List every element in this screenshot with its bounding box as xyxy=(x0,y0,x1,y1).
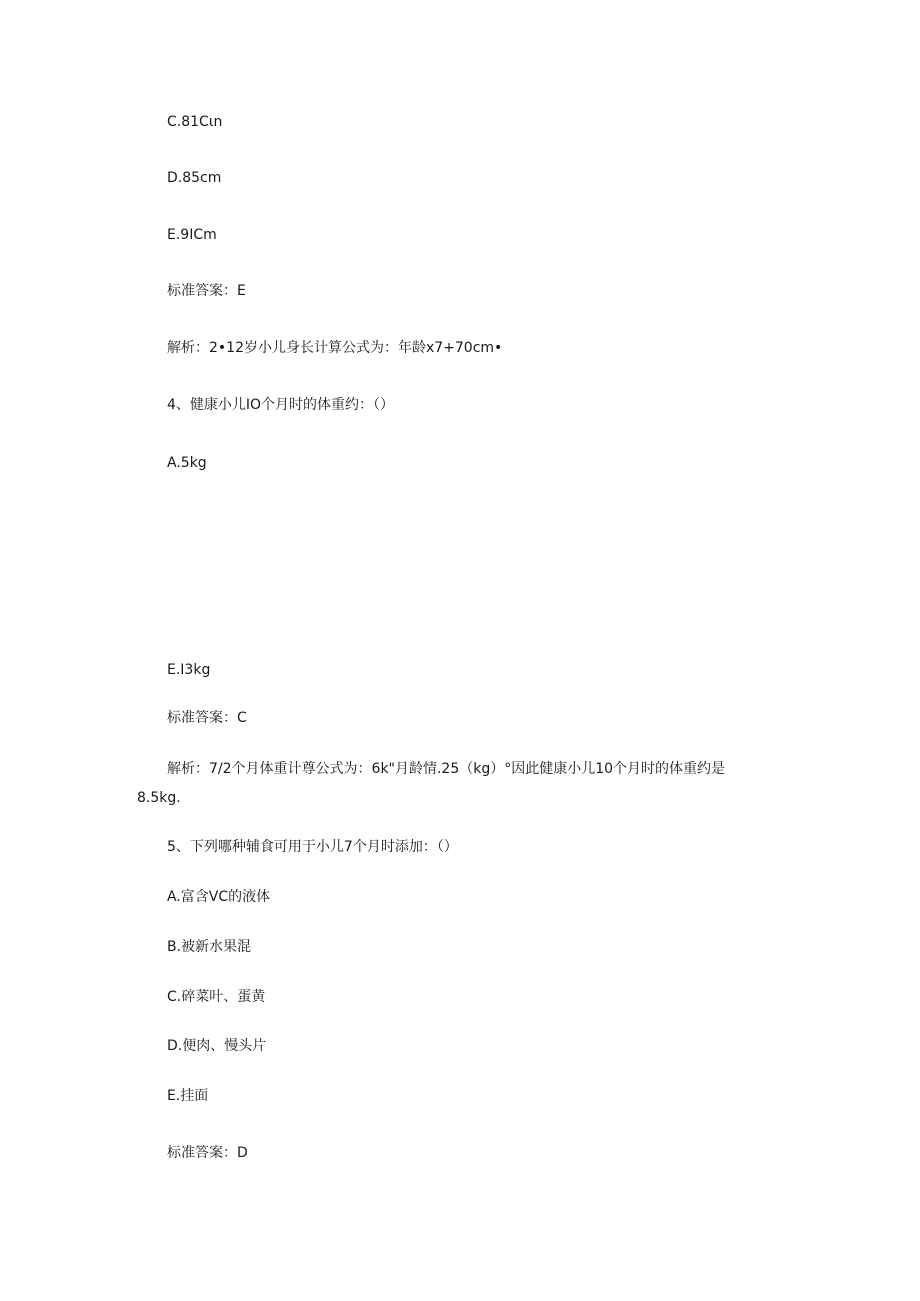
q5-option-c: C.碎菜叶、蛋黄 xyxy=(167,989,266,1005)
q4-answer: 标准答案：C xyxy=(167,710,247,726)
q5-question: 5、下列哪种辅食可用于小儿7个月时添加：（） xyxy=(167,839,458,855)
q5-option-b: B.被新水果混 xyxy=(167,939,252,955)
q3-option-e: E.9ICm xyxy=(167,227,217,243)
q5-option-d: D.便肉、慢头片 xyxy=(167,1038,267,1054)
q4-option-e: E.I3kg xyxy=(167,662,211,678)
q4-analysis-line2: 8.5kg. xyxy=(137,790,181,806)
q4-option-a: A.5kg xyxy=(167,455,207,471)
q3-analysis: 解析：2•12岁小儿身长计算公式为：年龄x7+70cm• xyxy=(167,340,503,356)
q4-analysis-line1: 解析：7/2个月体重计尊公式为：6k"月龄情.25（kg）°因此健康小儿10个月时的体重约是 xyxy=(167,761,726,777)
q3-answer: 标准答案：E xyxy=(167,283,246,299)
q4-question: 4、健康小儿IO个月时的体重约：（） xyxy=(167,397,395,413)
q5-answer: 标准答案：D xyxy=(167,1145,248,1161)
q3-option-d: D.85cm xyxy=(167,170,222,186)
q5-option-a: A.富含VC的液体 xyxy=(167,889,271,905)
q5-option-e: E.挂面 xyxy=(167,1088,209,1104)
q3-option-c: C.81Cιn xyxy=(167,114,223,130)
